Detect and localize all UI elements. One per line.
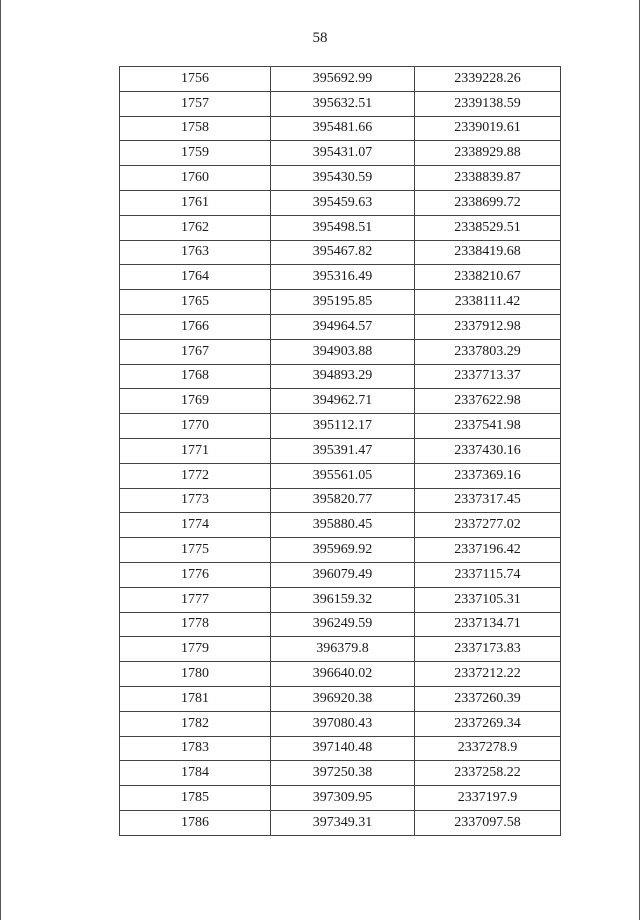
x-coordinate-cell: 396640.02 — [271, 662, 415, 687]
table-row — [120, 761, 561, 786]
y-coordinate-cell: 2339019.61 — [415, 116, 561, 141]
table-row — [120, 786, 561, 811]
scan-edge-left — [0, 0, 1, 920]
table-row — [120, 215, 561, 240]
table-row — [120, 240, 561, 265]
y-coordinate-cell: 2337269.34 — [415, 711, 561, 736]
y-coordinate-cell: 2337277.02 — [415, 513, 561, 538]
x-coordinate-cell: 394962.71 — [271, 389, 415, 414]
table-row — [120, 538, 561, 563]
point-number-cell: 1781 — [120, 686, 271, 711]
x-coordinate-cell: 395632.51 — [271, 91, 415, 116]
x-coordinate-cell: 395481.66 — [271, 116, 415, 141]
point-number-cell: 1774 — [120, 513, 271, 538]
table-row — [120, 116, 561, 141]
x-coordinate-cell: 397309.95 — [271, 786, 415, 811]
x-coordinate-cell: 395561.05 — [271, 463, 415, 488]
point-number-cell: 1757 — [120, 91, 271, 116]
point-number-cell: 1759 — [120, 141, 271, 166]
x-coordinate-cell: 395459.63 — [271, 190, 415, 215]
table-row — [120, 290, 561, 315]
table-row — [120, 810, 561, 835]
point-number-cell: 1785 — [120, 786, 271, 811]
y-coordinate-cell: 2338529.51 — [415, 215, 561, 240]
point-number-cell: 1775 — [120, 538, 271, 563]
x-coordinate-cell: 395880.45 — [271, 513, 415, 538]
y-coordinate-cell: 2337134.71 — [415, 612, 561, 637]
point-number-cell: 1756 — [120, 67, 271, 92]
y-coordinate-cell: 2337212.22 — [415, 662, 561, 687]
x-coordinate-cell: 395467.82 — [271, 240, 415, 265]
table-row — [120, 711, 561, 736]
point-number-cell: 1767 — [120, 339, 271, 364]
table-row — [120, 686, 561, 711]
point-number-cell: 1760 — [120, 166, 271, 191]
y-coordinate-cell: 2339228.26 — [415, 67, 561, 92]
x-coordinate-cell: 396079.49 — [271, 562, 415, 587]
point-number-cell: 1779 — [120, 637, 271, 662]
point-number-cell: 1784 — [120, 761, 271, 786]
x-coordinate-cell: 397250.38 — [271, 761, 415, 786]
table-row — [120, 91, 561, 116]
x-coordinate-cell: 395692.99 — [271, 67, 415, 92]
table-row — [120, 166, 561, 191]
point-number-cell: 1773 — [120, 488, 271, 513]
y-coordinate-cell: 2338929.88 — [415, 141, 561, 166]
point-number-cell: 1778 — [120, 612, 271, 637]
coordinates-table — [119, 66, 561, 836]
y-coordinate-cell: 2337260.39 — [415, 686, 561, 711]
table-row — [120, 364, 561, 389]
x-coordinate-cell: 395195.85 — [271, 290, 415, 315]
point-number-cell: 1786 — [120, 810, 271, 835]
point-number-cell: 1782 — [120, 711, 271, 736]
x-coordinate-cell: 396379.8 — [271, 637, 415, 662]
y-coordinate-cell: 2338111.42 — [415, 290, 561, 315]
table-row — [120, 587, 561, 612]
table-row — [120, 190, 561, 215]
x-coordinate-cell: 397140.48 — [271, 736, 415, 761]
table-row — [120, 736, 561, 761]
point-number-cell: 1783 — [120, 736, 271, 761]
x-coordinate-cell: 396159.32 — [271, 587, 415, 612]
y-coordinate-cell: 2338699.72 — [415, 190, 561, 215]
table-row — [120, 67, 561, 92]
y-coordinate-cell: 2337912.98 — [415, 314, 561, 339]
point-number-cell: 1761 — [120, 190, 271, 215]
y-coordinate-cell: 2337541.98 — [415, 414, 561, 439]
x-coordinate-cell: 395969.92 — [271, 538, 415, 563]
y-coordinate-cell: 2337317.45 — [415, 488, 561, 513]
y-coordinate-cell: 2338419.68 — [415, 240, 561, 265]
table-row — [120, 463, 561, 488]
table-row — [120, 612, 561, 637]
x-coordinate-cell: 397080.43 — [271, 711, 415, 736]
point-number-cell: 1776 — [120, 562, 271, 587]
table-row — [120, 141, 561, 166]
point-number-cell: 1762 — [120, 215, 271, 240]
point-number-cell: 1766 — [120, 314, 271, 339]
y-coordinate-cell: 2337713.37 — [415, 364, 561, 389]
point-number-cell: 1770 — [120, 414, 271, 439]
point-number-cell: 1763 — [120, 240, 271, 265]
y-coordinate-cell: 2337196.42 — [415, 538, 561, 563]
table-row — [120, 562, 561, 587]
table-row — [120, 389, 561, 414]
y-coordinate-cell: 2337173.83 — [415, 637, 561, 662]
y-coordinate-cell: 2337197.9 — [415, 786, 561, 811]
x-coordinate-cell: 395112.17 — [271, 414, 415, 439]
y-coordinate-cell: 2338839.87 — [415, 166, 561, 191]
x-coordinate-cell: 396920.38 — [271, 686, 415, 711]
y-coordinate-cell: 2337105.31 — [415, 587, 561, 612]
y-coordinate-cell: 2337115.74 — [415, 562, 561, 587]
point-number-cell: 1765 — [120, 290, 271, 315]
x-coordinate-cell: 395316.49 — [271, 265, 415, 290]
y-coordinate-cell: 2337097.58 — [415, 810, 561, 835]
table-row — [120, 438, 561, 463]
x-coordinate-cell: 395498.51 — [271, 215, 415, 240]
table-row — [120, 265, 561, 290]
y-coordinate-cell: 2337369.16 — [415, 463, 561, 488]
y-coordinate-cell: 2337803.29 — [415, 339, 561, 364]
x-coordinate-cell: 395391.47 — [271, 438, 415, 463]
table-row — [120, 414, 561, 439]
point-number-cell: 1769 — [120, 389, 271, 414]
y-coordinate-cell: 2337258.22 — [415, 761, 561, 786]
point-number-cell: 1768 — [120, 364, 271, 389]
y-coordinate-cell: 2339138.59 — [415, 91, 561, 116]
point-number-cell: 1758 — [120, 116, 271, 141]
table-row — [120, 314, 561, 339]
y-coordinate-cell: 2338210.67 — [415, 265, 561, 290]
x-coordinate-cell: 394903.88 — [271, 339, 415, 364]
table-row — [120, 488, 561, 513]
table-row — [120, 662, 561, 687]
x-coordinate-cell: 395820.77 — [271, 488, 415, 513]
point-number-cell: 1780 — [120, 662, 271, 687]
y-coordinate-cell: 2337278.9 — [415, 736, 561, 761]
table-row — [120, 513, 561, 538]
table-row — [120, 637, 561, 662]
x-coordinate-cell: 394964.57 — [271, 314, 415, 339]
x-coordinate-cell: 394893.29 — [271, 364, 415, 389]
coordinates-table-body — [120, 67, 561, 836]
x-coordinate-cell: 395430.59 — [271, 166, 415, 191]
point-number-cell: 1777 — [120, 587, 271, 612]
point-number-cell: 1771 — [120, 438, 271, 463]
x-coordinate-cell: 397349.31 — [271, 810, 415, 835]
point-number-cell: 1764 — [120, 265, 271, 290]
x-coordinate-cell: 396249.59 — [271, 612, 415, 637]
page-number: 58 — [312, 30, 328, 46]
point-number-cell: 1772 — [120, 463, 271, 488]
y-coordinate-cell: 2337622.98 — [415, 389, 561, 414]
table-row — [120, 339, 561, 364]
y-coordinate-cell: 2337430.16 — [415, 438, 561, 463]
x-coordinate-cell: 395431.07 — [271, 141, 415, 166]
